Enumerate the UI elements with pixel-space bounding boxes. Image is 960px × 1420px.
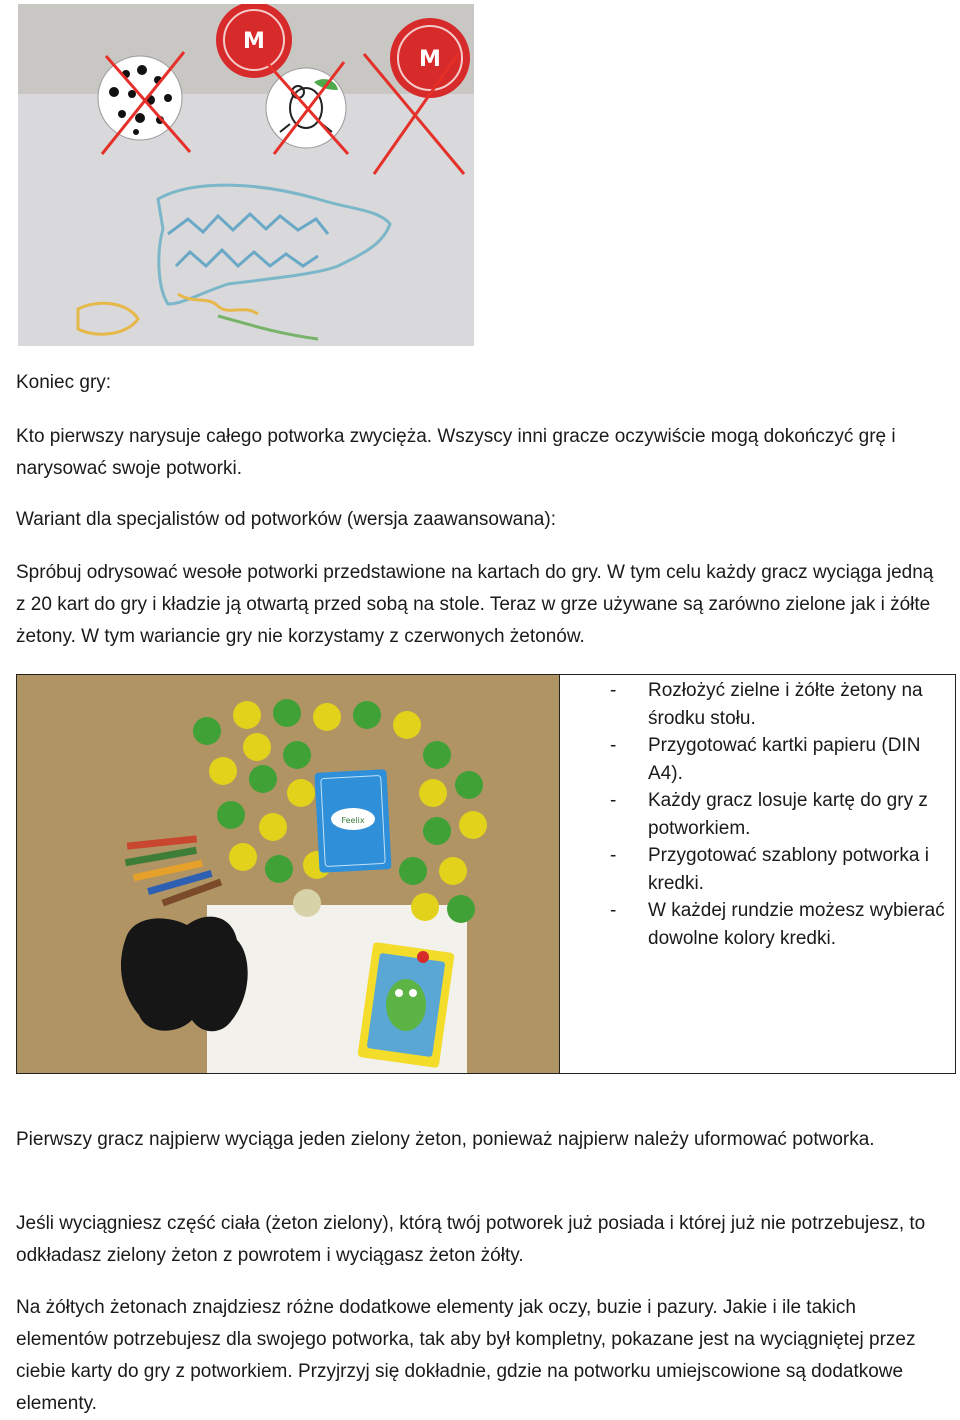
photo-game-setup [17, 675, 560, 1073]
red-token-1 [216, 4, 292, 78]
variant-text: Spróbuj odrysować wesołe potworki przedstawione na kartach do gry. W tym celu każdy gracz wyciąga jedną z 20 kart do gry i kładzie ją otwartą przed sobą na stole. Teraz w grze używane są zarówno zielone jak i żółte żetony. W tym wariancie gry nie korzystamy z czerwonych żetonów. [16, 562, 934, 647]
duplicate-part-text: Jeśli wyciągniesz część ciała (żeton zielony), którą twój potworek już posiada i której już nie potrzebujesz, to odkładasz zielony żeton z powrotem i wyciągasz żeton żółty. [16, 1213, 926, 1266]
setup-step: - Przygotować kartki papieru (DIN A4). [610, 732, 945, 787]
setup-table [16, 674, 956, 1074]
setup-steps-cell [560, 675, 955, 1073]
setup-step: - Rozłożyć zielne i żółte żetony na środku stołu. [610, 677, 945, 732]
end-heading: Koniec gry: [16, 372, 112, 393]
first-player-text: Pierwszy gracz najpierw wyciąga jeden zielony żeton, ponieważ najpierw należy uformować potworka. [16, 1129, 875, 1150]
card-deck [314, 769, 391, 873]
svg-text:M: M [243, 29, 265, 54]
end-text: Kto pierwszy narysuje całego potworka zwycięża. Wszyscy inni gracze oczywiście mogą dokończyć grę i narysować swoje potworki. [16, 426, 896, 479]
setup-step: - W każdej rundzie możesz wybierać dowolne kolory kredki. [610, 897, 945, 952]
drawing-illustration [18, 4, 474, 346]
red-token-2 [390, 18, 470, 98]
yellow-tokens-text: Na żółtych żetonach znajdziesz różne dodatkowe elementy jak oczy, buzie i pazury. Jakie i ile takich elementów potrzebujesz dla swojego potworka, tak aby był kompletny, pokazane jest na wyciągniętej przez ciebie karty do gry z potworkiem. Przyjrzyj się dokładnie, gdzie na potworku umiejscowione są dodatkowe elementy. [16, 1297, 916, 1414]
setup-illustration [17, 675, 559, 1073]
setup-step: - Przygotować szablony potworka i kredki. [610, 842, 945, 897]
svg-text:M: M [419, 47, 441, 72]
monster-card [357, 942, 454, 1068]
setup-steps [610, 677, 945, 952]
svg-text:Feelix: Feelix [341, 816, 365, 825]
variant-heading: Wariant dla specjalistów od potworków (wersja zaawansowana): [16, 509, 556, 530]
setup-step: - Każdy gracz losuje kartę do gry z potworkiem. [610, 787, 945, 842]
photo-monster-drawing [18, 4, 474, 346]
